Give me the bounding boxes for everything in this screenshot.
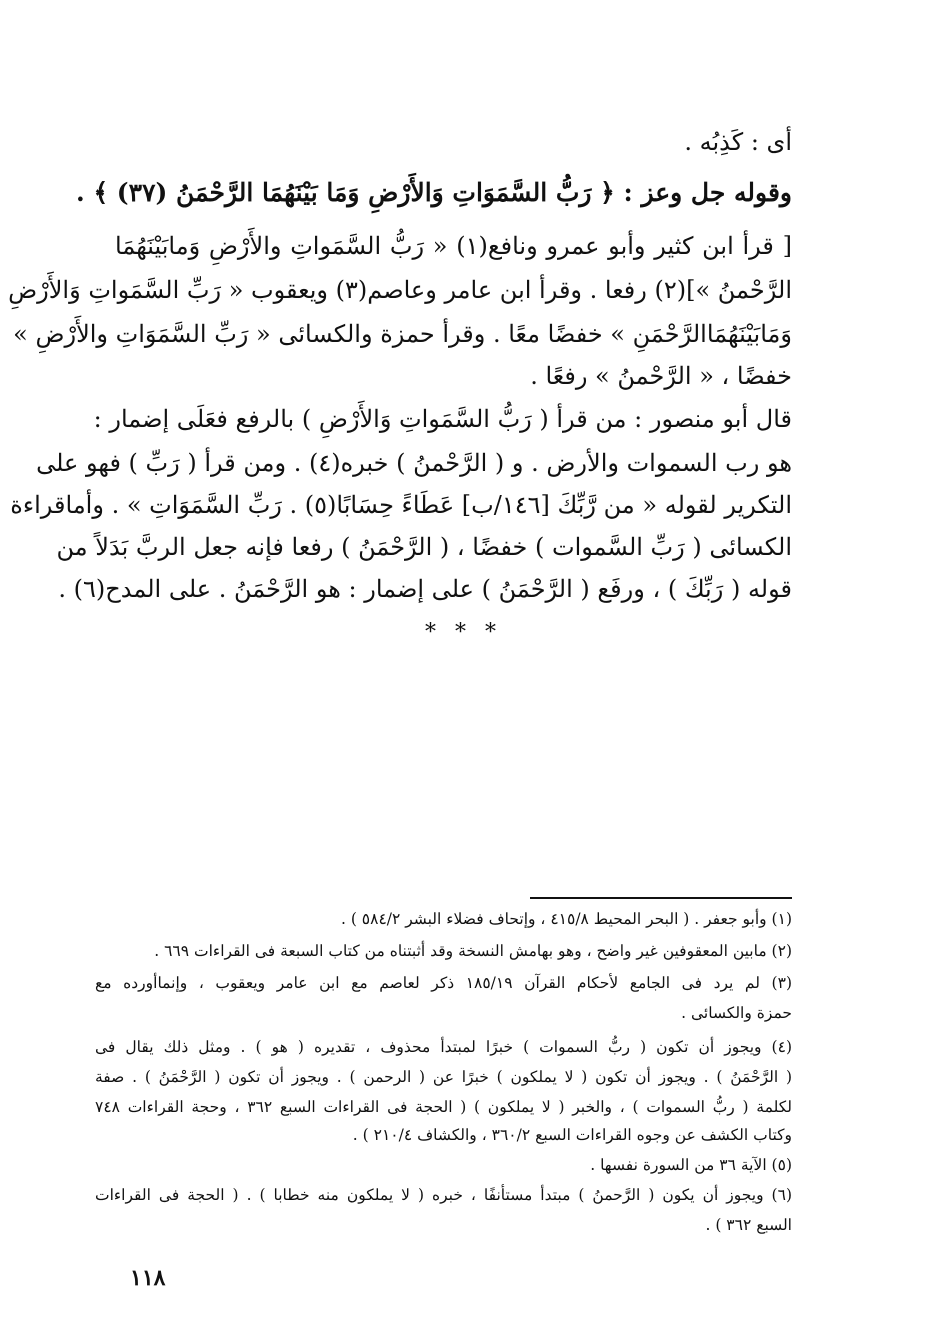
readings-line-1: [ قرأ ابن كثير وأبو عمرو ونافع(١) « رَبُّ السَّمَواتِ والأَرْضِ وَمابَيْنَهُمَا [115,232,793,260]
footnote-3: (٣) لم يرد فى الجامع لأحكام القرآن ١٨٥/١٩ ذكر لعاصم مع ابن عامر ويعقوب ، وإنماأورده مع [95,974,792,992]
commentary-line-3: التكرير لقوله « من رَّبِّكَ [١٤٦/ب] عَطَاءً حِسَابًا(٥) . رَبِّ السَّمَوَاتِ » . وأماقراءة [10,491,792,519]
footnote-2: (٢) مابين المعقوفين غير واضح ، وهو بهامش النسخة وقد أثبتناه من كتاب السبعة فى القراءات ٦٦٩ . [154,942,792,960]
footnote-1: (١) وأبو جعفر . ( البحر المحيط ٤١٥/٨ ، وإتحاف فضلاء البشر ٥٨٤/٢ ) . [340,910,792,928]
footnote-5: (٥) الآية ٣٦ من السورة نفسها . [590,1156,792,1174]
body-line-1: أى : كَذِبُه . [684,128,792,156]
footnote-3-cont: حمزة والكسائى . [681,1004,792,1022]
footnote-4-cont-3: وكتاب الكشف عن وجوه القراءات السبع ٣٦٠/٢ ، والكشاف ٢١٠/٤ ) . [352,1126,792,1144]
footnote-6-cont: السبع ٣٦٢ ) . [705,1216,792,1234]
footnote-divider [530,897,792,899]
commentary-line-4: الكسائى ( رَبِّ السَّموات ) خفضًا ، ( الرَّحْمَنُ ) رفعا فإنه جعل الربَّ بَدَلاً من [56,533,792,561]
commentary-line-5: قوله ( رَبِّكَ ) ، ورفَع ( الرَّحْمَنُ ) على إضمار : هو الرَّحْمَنُ . على المدح(٦) . [58,575,792,603]
readings-line-4: خفضًا ، « الرَّحْمنُ » رفعًا . [530,362,792,390]
section-separator-stars: * * * [425,620,502,645]
page-number: ١١٨ [130,1265,166,1291]
readings-line-2: الرَّحْمنُ »](٢) رفعا . وقرأ ابن عامر وعاصم(٣) ويعقوب « رَبِّ السَّمَواتِ وَالأَرْضِ [8,276,792,304]
readings-line-3: وَمَابَيْنَهُمَاالرَّحْمَنِ » خفضًا معًا . وقرأ حمزة والكسائى « رَبِّ السَّمَوَاتِ والأَرْضِ » [13,320,792,348]
footnote-4-cont-2: لكلمة ( ربُّ السموات ) ، والخبر ( لا يملكون ) ( الحجة فى القراءات السبع ٣٦٢ ، وحجة القراءات ٧٤٨ [95,1098,792,1116]
footnote-4: (٤) ويجوز أن تكون ( ربُّ السموات ) خبرًا لمبتدأ محذوف ، تقديره ( هو ) . ومثل ذلك يقال فى [95,1038,792,1056]
commentary-line-2: هو رب السموات والأرض . و ( الرَّحْمنُ ) خبره(٤) . ومن قرأ ( رَبِّ ) فهو على [36,449,792,477]
footnote-6: (٦) ويجوز أن يكون ( الرَّحمنُ ) مبتدأ مستأنفًا ، خبره ( لا يملكون منه خطابا ) . ( الحجة فى القراءات [95,1186,792,1204]
commentary-line-1: قال أبو منصور : من قرأ ( رَبُّ السَّمَواتِ وَالأَرْضِ ) بالرفع فعَلَى إضمار : [93,405,792,433]
verse-heading: وقوله جل وعز : ﴿ رَبُّ السَّمَوَاتِ وَالأَرْضِ وَمَا بَيْنَهُمَا الرَّحْمَنُ (٣٧) ﴾ . [76,178,792,207]
footnote-4-cont-1: ( الرَّحْمَنُ ) . ويجوز أن تكون ( لا يملكون ) خبرًا عن ( الرحمن ) . ويجوز أن تكون ( الرَّحْمَنُ ) . صفة [95,1068,792,1086]
